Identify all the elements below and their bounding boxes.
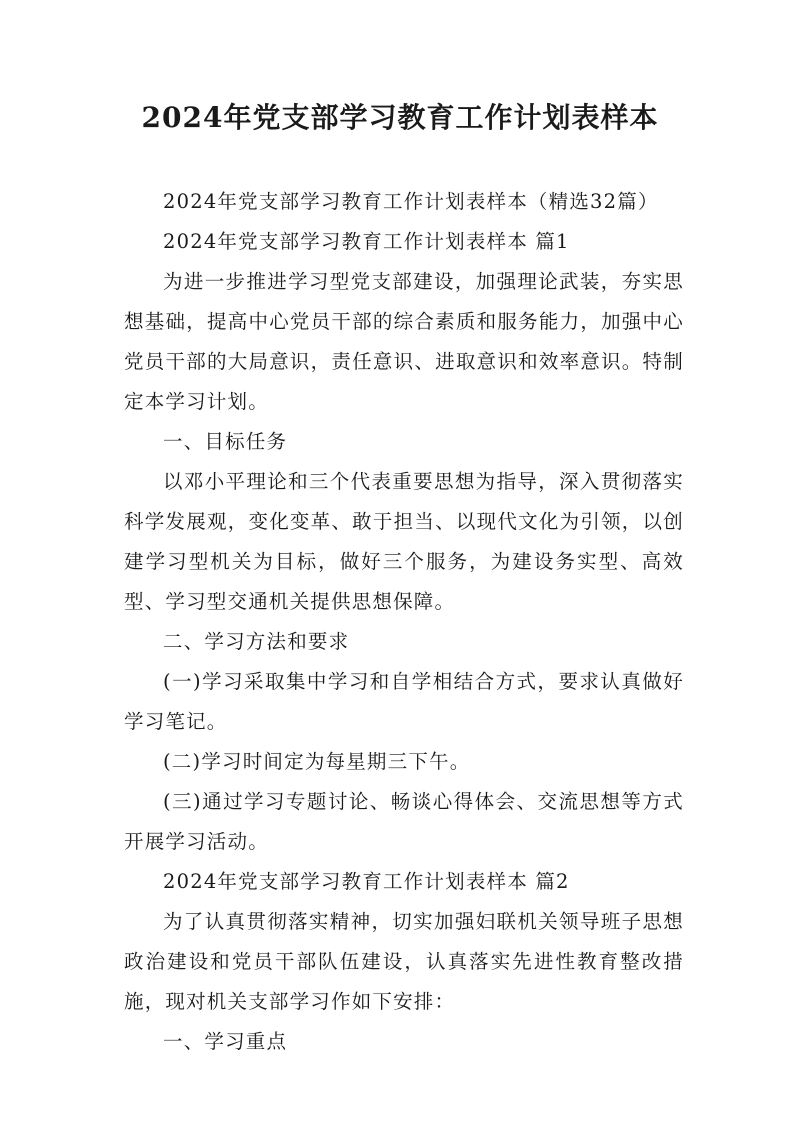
method-item-2: (二)学习时间定为每星期三下午。 [163, 750, 471, 773]
subheading-goals: 一、目标任务 [163, 430, 288, 453]
document-body [124, 182, 684, 1062]
method-item-3: (三)通过学习专题讨论、畅谈心得体会、交流思想等方式开展学习活动。 [124, 790, 684, 853]
goals-paragraph: 以邓小平理论和三个代表重要思想为指导，深入贯彻落实科学发展观，变化变革、敢于担当、以现代文化为引领，以创建学习型机关为目标，做好三个服务，为建设务实型、高效型、学习型交通机关提供思想保障。 [124, 470, 684, 613]
intro-paragraph-1: 为进一步推进学习型党支部建设，加强理论武装，夯实思想基础，提高中心党员干部的综合素质和服务能力，加强中心党员干部的大局意识，责任意识、进取意识和效率意识。特制定本学习计划。 [124, 270, 684, 413]
collection-heading: 2024年党支部学习教育工作计划表样本（精选32篇） [163, 190, 659, 213]
document-title: 2024年党支部学习教育工作计划表样本 [141, 101, 659, 134]
subheading-focus: 一、学习重点 [163, 1030, 288, 1053]
intro-paragraph-2: 为了认真贯彻落实精神，切实加强妇联机关领导班子思想政治建设和党员干部队伍建设，认真落实先进性教育整改措施，现对机关支部学习作如下安排： [124, 910, 684, 1013]
section-heading-1: 2024年党支部学习教育工作计划表样本 篇1 [163, 230, 570, 253]
method-item-1: (一)学习采取集中学习和自学相结合方式，要求认真做好学习笔记。 [124, 670, 684, 733]
section-heading-2: 2024年党支部学习教育工作计划表样本 篇2 [163, 870, 570, 893]
subheading-methods: 二、学习方法和要求 [163, 630, 350, 653]
